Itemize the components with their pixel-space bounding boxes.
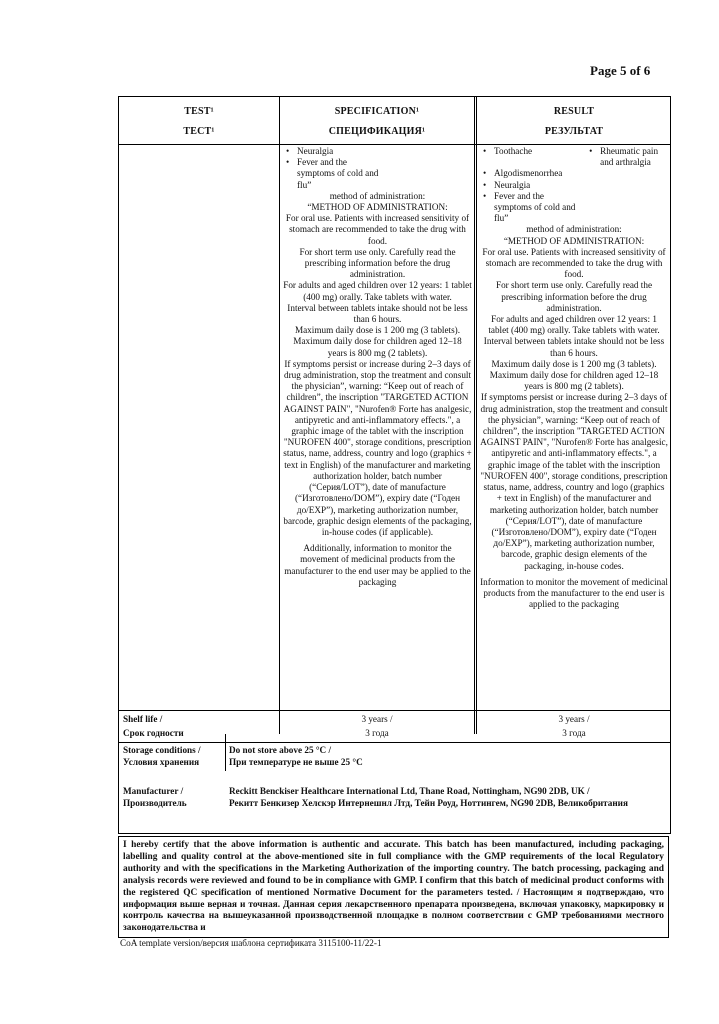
paragraph: Interval between tablets intake should not be less than 6 hours. [483, 336, 665, 358]
list-item: • Fever and the symptoms of cold and flu” [297, 157, 387, 191]
shelf-divider [119, 710, 670, 711]
paragraph: “METHOD OF ADMINISTRATION: [307, 202, 448, 213]
header-specification [280, 102, 474, 142]
storage-divider [119, 742, 670, 743]
list-item: • Algodismenorrhea [494, 168, 668, 179]
spec-bullet-list [283, 146, 472, 191]
shelf-life-label-ru: Срок годности [123, 728, 184, 738]
result-body [480, 224, 668, 610]
paragraph: method of administration: [526, 224, 622, 235]
paragraph: For short term use only. Carefully read the prescribing information before the drug administration. [495, 280, 653, 313]
manufacturer-label-ru: Производитель [123, 798, 187, 808]
paragraph: Additionally, information to monitor the movement of medicinal products from the manufacturer to the end user may be applied to the packaging [284, 543, 471, 587]
paragraph: “METHOD OF ADMINISTRATION: [503, 235, 645, 246]
page-number: Page 5 of 6 [590, 63, 651, 78]
storage-label-en: Storage conditions / [123, 745, 201, 755]
col-divider-storage [225, 734, 226, 771]
list-item: • Toothache [494, 146, 586, 157]
result-cell [480, 146, 668, 610]
spec-cell [283, 146, 472, 588]
manufacturer-value-en: Reckitt Benckiser Healthcare International Ltd, Thane Road, Nottingham, NG90 2DB, UK / [229, 786, 590, 796]
template-version-footer: CoA template version/версия шаблона сертификата 3115100-11/22-1 [120, 938, 382, 948]
paragraph: Interval between tablets intake should not be less than 6 hours. [287, 302, 468, 325]
storage-value-ru: При температуре не выше 25 °C [229, 757, 363, 767]
col-divider-2 [474, 97, 477, 734]
header-result-ru: РЕЗУЛЬТАТ [544, 126, 604, 137]
paragraph: method of administration: [329, 190, 426, 201]
shelf-life-label [123, 713, 184, 739]
paragraph: Information to monitor the movement of medicinal products from the manufacturer to the end user is applied to the packaging [480, 576, 668, 610]
shelf-life-spec [280, 713, 474, 739]
header-divider [119, 144, 670, 145]
paragraph: For short term use only. Carefully read the prescribing information before the drug administration. [299, 246, 456, 280]
list-item: • Neuralgia [297, 146, 472, 157]
result-bullet-list [480, 168, 668, 224]
paragraph: For oral use. Patients with increased sensitivity of stomach are recommended to take the drug with food. [285, 213, 470, 246]
paragraph: If symptoms persist or increase during 2–3 days of drug administration, stop the treatment and consult the physician”, warning: “Keep out of reach of children”, the inscription "TARGETED ACTION AGAINST PAIN", "Nurofen® Forte has analgesic, antipyretic and anti-inflammatory effects.", a graphic image of the tablet with the inscription "NUROFEN 400", storage conditions, prescription status, name, address, country and logo (graphics + text in English) of the manufacturer and marketing authorization holder, batch number (“Серия/LOT”), date of manufacture (“Изготовлено/DOM”), expiry date (“Годен до/EXP”), marketing authorization number, barcode, graphic design elements of the packaging, in-house codes (if applicable). [283, 358, 472, 537]
shelf-life-result-en: 3 years / [558, 714, 590, 724]
storage-label-ru: Условия хранения [123, 757, 200, 767]
storage-label [123, 744, 201, 768]
storage-value-en: Do not store above 25 °C / [229, 745, 332, 755]
specification-table [118, 96, 671, 834]
storage-value [229, 744, 363, 768]
spec-body [283, 191, 472, 588]
shelf-life-result [478, 713, 670, 739]
header-spec-ru: СПЕЦИФИКАЦИЯ¹ [328, 126, 426, 137]
shelf-life-label-en: Shelf life / [123, 714, 163, 724]
certification-statement: I hereby certify that the above information is authentic and accurate. This batch has been manufactured, including packaging, labelling and quality control at the above-mentioned site in full compliance with the GMP requirements of the local Regulatory authority and with the specifications in the Marketing Authorization of the importing country. The batch processing, packaging and analysis records were reviewed and found to be in compliance with GMP. I confirm that this batch of medicinal product conforms with the registered QC specification of mentioned Normative Document for the parameters tested. / Настоящим я подтверждаю, что информация выше верная и точная. Данная серия лекарственного препарата произведена, включая упаковку, маркировку и контроль качества на вышеуказанной производственной площадке в полном соответствии с GMP требованиями местного законодательства и [118, 836, 669, 938]
paragraph: Maximum daily dose is 1 200 mg (3 tablets). Maximum daily dose for children aged 12–18 years is 800 mg (2 tablets). [489, 358, 659, 392]
header-test-en: TEST¹ [184, 106, 214, 117]
col-divider-1 [279, 97, 280, 734]
list-item: • Rheumatic pain and arthralgia [600, 146, 668, 168]
paragraph: Maximum daily dose is 1 200 mg (3 tablets). Maximum daily dose for children aged 12–18 years is 800 mg (2 tablets). [293, 325, 462, 358]
header-result [478, 102, 670, 142]
paragraph: For adults and aged children over 12 years: 1 tablet (400 mg) orally. Take tablets with water. [283, 280, 472, 302]
result-bullet-list-left [480, 146, 586, 168]
manufacturer-label [123, 785, 187, 809]
result-bullet-list-right [586, 146, 668, 168]
list-item: • Fever and the symptoms of cold and flu” [494, 191, 584, 225]
list-item: • Neuralgia [494, 180, 668, 191]
paragraph: For adults and aged children over 12 years: 1 tablet (400 mg) orally. Take tablets with water. [488, 314, 660, 336]
header-test-ru: ТЕСТ¹ [183, 126, 215, 137]
shelf-life-spec-ru: 3 года [365, 728, 389, 738]
paragraph: If symptoms persist or increase during 2–3 days of drug administration, stop the treatment and consult the physician”, warning: “Keep out of reach of children”, the inscription "TARGETED ACTION AGAINST PAIN", "Nurofen® Forte has analgesic, antipyretic and anti-inflammatory effects.", a graphic image of the tablet with the inscription "NUROFEN 400", storage conditions, prescription status, name, address, country and logo (graphics + text in English) of the manufacturer and marketing authorization holder, batch number (“Серия/LOT”), date of manufacture (“Изготовлено/DOM”), expiry date (“Годен до/EXP”), marketing authorization number, barcode, graphic design elements of the packaging, in-house codes. [480, 392, 668, 571]
manufacturer-label-en: Manufacturer / [123, 786, 184, 796]
shelf-life-spec-en: 3 years / [361, 714, 393, 724]
result-bullet-row [480, 146, 668, 168]
manufacturer-value [229, 785, 649, 809]
header-result-en: RESULT [553, 106, 595, 117]
header-spec-en: SPECIFICATION¹ [334, 106, 420, 117]
paragraph: For oral use. Patients with increased sensitivity of stomach are recommended to take the drug with food. [482, 246, 666, 280]
header-test [119, 102, 279, 142]
shelf-life-result-ru: 3 года [562, 728, 586, 738]
manufacturer-value-ru: Рекитт Бенкизер Хелскэр Интернешнл Лтд, Тейн Роуд, Ноттингем, NG90 2DB, Великобритания [229, 798, 628, 808]
